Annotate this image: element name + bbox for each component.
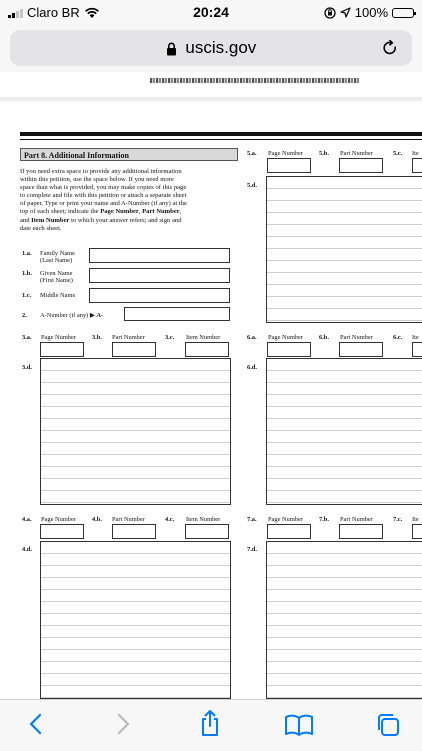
form-rule-thick bbox=[20, 132, 422, 136]
bottom-toolbar bbox=[0, 699, 422, 751]
page-number-label: Page Number bbox=[41, 516, 76, 523]
item-6a-num: 6.a. bbox=[247, 334, 257, 341]
instruction-line: space than what is provided, you may make copies of this page bbox=[20, 184, 187, 192]
additional-info-textarea-3[interactable] bbox=[40, 358, 231, 505]
part-number-field-3[interactable] bbox=[112, 342, 156, 357]
share-icon[interactable] bbox=[198, 709, 222, 737]
instruction-line: of paper. Type or print your name and A-Number (if any) at the bbox=[20, 200, 187, 208]
family-name-num: 1.a. bbox=[22, 250, 32, 257]
part-number-label: Part Number bbox=[340, 150, 373, 157]
item-6b-num: 6.b. bbox=[319, 334, 329, 341]
part-number-field-5[interactable] bbox=[339, 158, 383, 173]
page-number-field-4[interactable] bbox=[40, 524, 84, 539]
anumber-field[interactable] bbox=[124, 307, 230, 321]
given-name-num: 1.b. bbox=[22, 270, 32, 277]
page-number-field-7[interactable] bbox=[267, 524, 311, 539]
additional-info-textarea-4[interactable] bbox=[40, 541, 231, 699]
middle-name-num: 1.c. bbox=[22, 292, 32, 299]
item-number-label: Item Number bbox=[186, 334, 221, 341]
item-3b-num: 3.b. bbox=[92, 334, 102, 341]
additional-info-textarea-7[interactable] bbox=[266, 541, 422, 699]
instruction-line: to complete and file with this petition or attach a separate sheet bbox=[20, 192, 187, 200]
item-4d-num: 4.d. bbox=[22, 546, 32, 553]
item-4b-num: 4.b. bbox=[92, 516, 102, 523]
anumber-num: 2. bbox=[22, 312, 27, 319]
item-6d-num: 6.d. bbox=[247, 364, 257, 371]
part-number-field-7[interactable] bbox=[339, 524, 383, 539]
part-number-field-6[interactable] bbox=[339, 342, 383, 357]
instruction-line: top of each sheet; indicate the Page Number, Part Number, bbox=[20, 208, 182, 216]
item-5b-num: 5.b. bbox=[319, 150, 329, 157]
bookmarks-icon[interactable] bbox=[284, 713, 314, 737]
page-number-field-6[interactable] bbox=[267, 342, 311, 357]
item-number-field-5[interactable] bbox=[412, 158, 422, 173]
page-number-label: Page Number bbox=[268, 150, 303, 157]
item-number-label: Item Number bbox=[186, 516, 221, 523]
status-bar bbox=[0, 0, 422, 24]
browser-chrome bbox=[0, 24, 422, 72]
item-3a-num: 3.a. bbox=[22, 334, 32, 341]
orientation-lock-icon bbox=[324, 7, 336, 19]
item-number-field-4[interactable] bbox=[185, 524, 229, 539]
item-number-field-6[interactable] bbox=[412, 342, 422, 357]
item-4a-num: 4.a. bbox=[22, 516, 32, 523]
additional-info-textarea-5[interactable] bbox=[266, 176, 422, 323]
item-4c-num: 4.c. bbox=[165, 516, 175, 523]
item-7c-num: 7.c. bbox=[393, 516, 403, 523]
page-number-label: Page Number bbox=[268, 516, 303, 523]
address-bar[interactable] bbox=[10, 30, 412, 66]
item-7b-num: 7.b. bbox=[319, 516, 329, 523]
part-number-label: Part Number bbox=[340, 334, 373, 341]
family-name-label: Family Name (Last Name) bbox=[40, 250, 75, 264]
item-3c-num: 3.c. bbox=[165, 334, 175, 341]
item-short-label: Ite bbox=[412, 334, 419, 341]
part-number-label: Part Number bbox=[340, 516, 373, 523]
item-5a-num: 5.a. bbox=[247, 150, 257, 157]
item-short-label: Ite bbox=[412, 516, 419, 523]
instruction-line: date each sheet. bbox=[20, 224, 62, 232]
middle-name-field[interactable] bbox=[89, 288, 230, 303]
instruction-line: If you need extra space to provide any additional information bbox=[20, 168, 182, 175]
item-5d-num: 5.d. bbox=[247, 182, 257, 189]
item-7a-num: 7.a. bbox=[247, 516, 257, 523]
part-heading: Part 8. Additional Information bbox=[20, 148, 238, 161]
barcode-strip bbox=[150, 78, 360, 83]
url-text: uscis.gov bbox=[185, 38, 257, 57]
item-number-field-3[interactable] bbox=[185, 342, 229, 357]
carrier-name: Claro BR bbox=[27, 5, 80, 20]
additional-info-textarea-6[interactable] bbox=[266, 358, 422, 505]
page-number-field-3[interactable] bbox=[40, 342, 84, 357]
forward-icon[interactable] bbox=[113, 712, 133, 736]
location-icon bbox=[340, 7, 351, 18]
part-number-label: Part Number bbox=[112, 516, 145, 523]
status-time: 20:24 bbox=[193, 4, 229, 20]
status-right bbox=[324, 5, 414, 20]
given-name-label: Given Name (First Name) bbox=[40, 270, 73, 284]
anumber-label: A-Number (if any) ▶ A- bbox=[40, 312, 104, 319]
item-6c-num: 6.c. bbox=[393, 334, 403, 341]
battery-icon bbox=[392, 8, 414, 18]
instructions bbox=[20, 168, 235, 233]
battery-percent: 100% bbox=[354, 5, 388, 20]
family-name-field[interactable] bbox=[89, 248, 230, 263]
tabs-icon[interactable] bbox=[375, 712, 401, 738]
form-rule-thin bbox=[20, 139, 422, 140]
given-name-field[interactable] bbox=[89, 268, 230, 283]
item-7d-num: 7.d. bbox=[247, 546, 257, 553]
page-number-field-5[interactable] bbox=[267, 158, 311, 173]
lock-icon bbox=[166, 42, 177, 56]
instruction-line: and Item Number to which your answer refers; and sign and bbox=[20, 216, 182, 224]
reload-icon[interactable] bbox=[380, 38, 400, 58]
part-number-field-4[interactable] bbox=[112, 524, 156, 539]
item-3d-num: 3.d. bbox=[22, 364, 32, 371]
part-number-label: Part Number bbox=[112, 334, 145, 341]
item-5c-num: 5.c. bbox=[393, 150, 403, 157]
page-number-label: Page Number bbox=[268, 334, 303, 341]
back-icon[interactable] bbox=[26, 712, 46, 736]
item-number-field-7[interactable] bbox=[412, 524, 422, 539]
page-divider bbox=[0, 97, 422, 101]
arrow-right-icon: ▶ bbox=[89, 312, 95, 319]
item-short-label: Ite bbox=[412, 150, 419, 157]
middle-name-label: Middle Name bbox=[40, 292, 76, 299]
page-number-label: Page Number bbox=[41, 334, 76, 341]
instruction-line: within this petition, use the space below. If you need more bbox=[20, 176, 174, 184]
